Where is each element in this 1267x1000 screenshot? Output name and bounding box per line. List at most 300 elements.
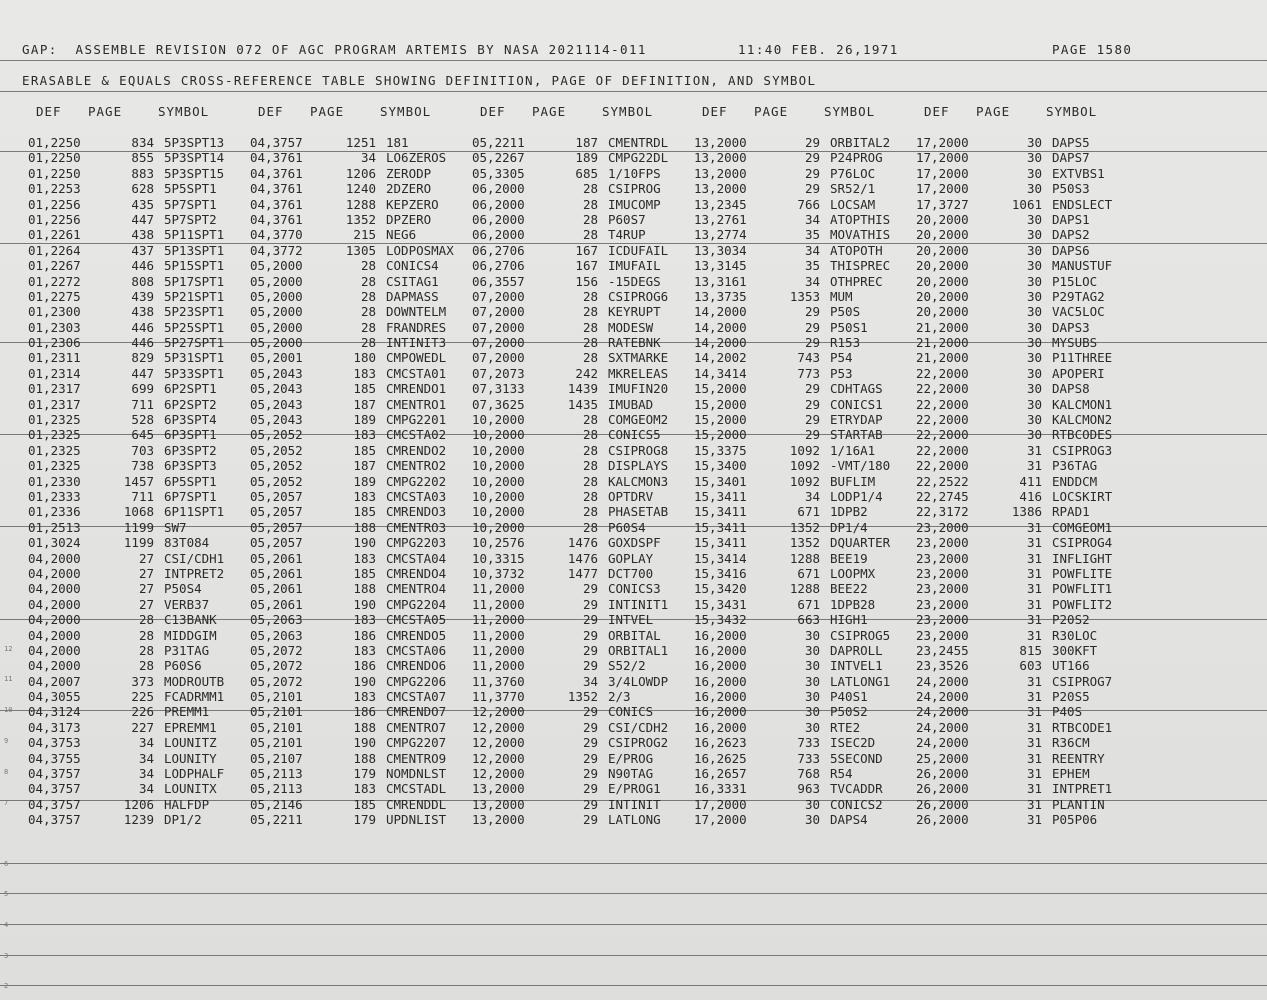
page-cell: 766 bbox=[797, 196, 820, 212]
page-cell: 28 bbox=[582, 288, 598, 304]
table-row bbox=[916, 366, 1136, 381]
page-cell: 30 bbox=[1026, 304, 1042, 320]
page-cell: 34 bbox=[804, 273, 820, 289]
symbol-cell: LATLONG bbox=[608, 812, 661, 828]
symbol-cell: IMUBAD bbox=[608, 396, 654, 412]
symbol-cell: DAPS8 bbox=[1052, 381, 1090, 397]
page-cell: 29 bbox=[582, 735, 598, 751]
table-row bbox=[916, 197, 1136, 212]
table-row bbox=[694, 551, 914, 566]
symbol-cell: DAPS3 bbox=[1052, 319, 1090, 335]
table-row bbox=[916, 535, 1136, 550]
page-cell: 225 bbox=[131, 689, 154, 705]
def-cell: 14,2000 bbox=[694, 335, 747, 351]
table-row bbox=[472, 535, 692, 550]
table-row bbox=[472, 812, 692, 827]
symbol-cell: BUFLIM bbox=[830, 473, 876, 489]
table-row bbox=[250, 612, 470, 627]
def-cell: 26,2000 bbox=[916, 781, 969, 797]
table-row bbox=[250, 674, 470, 689]
symbol-cell: CMPG2206 bbox=[386, 673, 447, 689]
symbol-cell: INFLIGHT bbox=[1052, 550, 1113, 566]
def-cell: 23,3526 bbox=[916, 658, 969, 674]
symbol-cell: 6P2SPT1 bbox=[164, 381, 217, 397]
page-cell: 185 bbox=[353, 504, 376, 520]
def-cell: 16,2625 bbox=[694, 750, 747, 766]
table-row bbox=[916, 166, 1136, 181]
table-row bbox=[250, 289, 470, 304]
def-cell: 12,2000 bbox=[472, 735, 525, 751]
symbol-cell: CMCSTA01 bbox=[386, 365, 447, 381]
def-cell: 10,2000 bbox=[472, 458, 525, 474]
page-cell: 28 bbox=[582, 442, 598, 458]
def-cell: 01,2261 bbox=[28, 227, 81, 243]
page-cell: 446 bbox=[131, 258, 154, 274]
def-cell: 22,2000 bbox=[916, 381, 969, 397]
table-row bbox=[694, 243, 914, 258]
symbol-cell: DP1/2 bbox=[164, 812, 202, 828]
page-cell: 815 bbox=[1019, 642, 1042, 658]
def-cell: 22,2000 bbox=[916, 365, 969, 381]
def-cell: 15,3401 bbox=[694, 473, 747, 489]
symbol-cell: 5P3SPT14 bbox=[164, 150, 225, 166]
def-cell: 04,2000 bbox=[28, 550, 81, 566]
def-cell: 16,2000 bbox=[694, 689, 747, 705]
symbol-cell: CSI/CDH1 bbox=[164, 550, 225, 566]
page-cell: 435 bbox=[131, 196, 154, 212]
symbol-cell: CMENTRO4 bbox=[386, 581, 447, 597]
symbol-cell: FRANDRES bbox=[386, 319, 447, 335]
symbol-cell: RATEBNK bbox=[608, 335, 661, 351]
page-cell: 31 bbox=[1026, 719, 1042, 735]
table-row bbox=[250, 581, 470, 596]
def-cell: 22,2745 bbox=[916, 488, 969, 504]
symbol-cell: P31TAG bbox=[164, 642, 210, 658]
table-row bbox=[472, 366, 692, 381]
def-cell: 23,2000 bbox=[916, 535, 969, 551]
table-row bbox=[250, 443, 470, 458]
def-cell: 23,2000 bbox=[916, 581, 969, 597]
table-row bbox=[472, 181, 692, 196]
table-row bbox=[472, 504, 692, 519]
page-cell: 34 bbox=[138, 781, 154, 797]
symbol-cell: IMUFIN20 bbox=[608, 381, 669, 397]
table-row bbox=[472, 443, 692, 458]
def-cell: 05,2072 bbox=[250, 658, 303, 674]
page-cell: 603 bbox=[1019, 658, 1042, 674]
symbol-cell: POWFLITE bbox=[1052, 565, 1113, 581]
table-row bbox=[28, 366, 248, 381]
table-row bbox=[916, 474, 1136, 489]
table-row bbox=[916, 504, 1136, 519]
table-row bbox=[916, 797, 1136, 812]
def-cell: 05,2267 bbox=[472, 150, 525, 166]
symbol-cell: CMRENDO1 bbox=[386, 381, 447, 397]
def-cell: 05,2057 bbox=[250, 519, 303, 535]
table-row bbox=[694, 412, 914, 427]
table-row bbox=[250, 689, 470, 704]
symbol-cell: EPHEM bbox=[1052, 766, 1090, 782]
table-row bbox=[28, 381, 248, 396]
page-cell: 30 bbox=[1026, 335, 1042, 351]
symbol-cell: POWFLIT1 bbox=[1052, 581, 1113, 597]
page-cell: 189 bbox=[575, 150, 598, 166]
table-row bbox=[472, 412, 692, 427]
table-row bbox=[916, 674, 1136, 689]
page-cell: 373 bbox=[131, 673, 154, 689]
def-cell: 23,2000 bbox=[916, 519, 969, 535]
def-cell: 20,2000 bbox=[916, 304, 969, 320]
page-cell: 31 bbox=[1026, 735, 1042, 751]
page-cell: 738 bbox=[131, 458, 154, 474]
page-cell: 189 bbox=[353, 473, 376, 489]
def-cell: 10,3315 bbox=[472, 550, 525, 566]
table-row bbox=[916, 658, 1136, 673]
def-cell: 05,2072 bbox=[250, 673, 303, 689]
table-row bbox=[694, 381, 914, 396]
table-row bbox=[28, 412, 248, 427]
symbol-cell: DQUARTER bbox=[830, 535, 891, 551]
page-cell: 34 bbox=[138, 750, 154, 766]
page-cell: 35 bbox=[804, 258, 820, 274]
symbol-cell: CSIPROG2 bbox=[608, 735, 669, 751]
def-cell: 05,2063 bbox=[250, 627, 303, 643]
table-row bbox=[250, 381, 470, 396]
symbol-cell: VAC5LOC bbox=[1052, 304, 1105, 320]
page-cell: 29 bbox=[804, 319, 820, 335]
table-row bbox=[28, 135, 248, 150]
symbol-cell: P50S4 bbox=[164, 581, 202, 597]
def-cell: 01,2325 bbox=[28, 427, 81, 443]
symbol-cell: 3/4LOWDP bbox=[608, 673, 669, 689]
table-row bbox=[916, 443, 1136, 458]
def-cell: 16,2000 bbox=[694, 627, 747, 643]
table-row bbox=[472, 243, 692, 258]
def-cell: 01,2513 bbox=[28, 519, 81, 535]
def-cell: 05,2052 bbox=[250, 442, 303, 458]
def-cell: 01,2325 bbox=[28, 458, 81, 474]
def-cell: 04,2000 bbox=[28, 565, 81, 581]
def-cell: 26,2000 bbox=[916, 812, 969, 828]
symbol-cell: CSIPROG4 bbox=[1052, 535, 1113, 551]
page-cell: 29 bbox=[582, 704, 598, 720]
symbol-cell: CSIPROG5 bbox=[830, 627, 891, 643]
symbol-cell: ORBITAL1 bbox=[608, 642, 669, 658]
symbol-cell: CMPG2203 bbox=[386, 535, 447, 551]
def-cell: 10,2000 bbox=[472, 442, 525, 458]
def-cell: 07,2000 bbox=[472, 304, 525, 320]
def-cell: 10,2000 bbox=[472, 473, 525, 489]
table-row bbox=[694, 689, 914, 704]
symbol-cell: P24PROG bbox=[830, 150, 883, 166]
page-cell: 1386 bbox=[1011, 504, 1042, 520]
page-cell: 438 bbox=[131, 227, 154, 243]
def-cell: 05,2057 bbox=[250, 488, 303, 504]
symbol-cell: P60S4 bbox=[608, 519, 646, 535]
symbol-cell: 5P25SPT1 bbox=[164, 319, 225, 335]
symbol-cell: DAPMASS bbox=[386, 288, 439, 304]
symbol-cell: ENDSLECT bbox=[1052, 196, 1113, 212]
page-cell: 28 bbox=[360, 273, 376, 289]
def-cell: 15,3411 bbox=[694, 504, 747, 520]
margin-mark: 4 bbox=[4, 921, 9, 929]
symbol-cell: E/PROG bbox=[608, 750, 654, 766]
symbol-cell: INTVEL1 bbox=[830, 658, 883, 674]
page-cell: 30 bbox=[804, 673, 820, 689]
page-cell: 28 bbox=[582, 227, 598, 243]
def-cell: 04,3761 bbox=[250, 196, 303, 212]
def-cell: 05,2101 bbox=[250, 704, 303, 720]
symbol-cell: CONICS5 bbox=[608, 427, 661, 443]
def-cell: 24,2000 bbox=[916, 673, 969, 689]
page-cell: 447 bbox=[131, 211, 154, 227]
def-cell: 23,2000 bbox=[916, 627, 969, 643]
def-cell: 05,2063 bbox=[250, 612, 303, 628]
table-row bbox=[472, 381, 692, 396]
symbol-cell: CMRENDO5 bbox=[386, 627, 447, 643]
def-cell: 07,3133 bbox=[472, 381, 525, 397]
page-header: PAGE bbox=[976, 104, 1011, 119]
page-cell: 29 bbox=[582, 642, 598, 658]
table-row bbox=[694, 166, 914, 181]
def-cell: 22,2522 bbox=[916, 473, 969, 489]
table-row bbox=[472, 751, 692, 766]
margin-mark: 9 bbox=[4, 737, 9, 745]
table-row bbox=[694, 458, 914, 473]
page-cell: 30 bbox=[1026, 319, 1042, 335]
table-row bbox=[694, 520, 914, 535]
table-row bbox=[694, 535, 914, 550]
def-header: DEF bbox=[924, 104, 950, 119]
symbol-cell: PLANTIN bbox=[1052, 796, 1105, 812]
symbol-cell: APOPERI bbox=[1052, 365, 1105, 381]
table-row bbox=[28, 581, 248, 596]
page-cell: 1305 bbox=[345, 242, 376, 258]
symbol-header: SYMBOL bbox=[1046, 104, 1098, 119]
table-row bbox=[28, 766, 248, 781]
def-cell: 17,3727 bbox=[916, 196, 969, 212]
table-row bbox=[28, 612, 248, 627]
symbol-cell: CSIPROG6 bbox=[608, 288, 669, 304]
table-row bbox=[694, 350, 914, 365]
page-cell: 183 bbox=[353, 612, 376, 628]
symbol-cell: PHASETAB bbox=[608, 504, 669, 520]
table-row bbox=[694, 443, 914, 458]
def-cell: 05,2000 bbox=[250, 288, 303, 304]
page-cell: 29 bbox=[804, 304, 820, 320]
table-row bbox=[250, 150, 470, 165]
page-cell: 29 bbox=[804, 181, 820, 197]
page-cell: 183 bbox=[353, 642, 376, 658]
def-cell: 05,2072 bbox=[250, 642, 303, 658]
def-cell: 01,2306 bbox=[28, 335, 81, 351]
symbol-header: SYMBOL bbox=[602, 104, 654, 119]
page-cell: 28 bbox=[360, 288, 376, 304]
table-row bbox=[250, 658, 470, 673]
symbol-cell: 6P3SPT4 bbox=[164, 412, 217, 428]
page-cell: 242 bbox=[575, 365, 598, 381]
def-cell: 12,2000 bbox=[472, 719, 525, 735]
symbol-cell: P11THREE bbox=[1052, 350, 1113, 366]
def-cell: 21,2000 bbox=[916, 319, 969, 335]
symbol-cell: NEG6 bbox=[386, 227, 417, 243]
page-cell: 29 bbox=[582, 719, 598, 735]
page-cell: 855 bbox=[131, 150, 154, 166]
def-cell: 10,2000 bbox=[472, 488, 525, 504]
symbol-cell: R54 bbox=[830, 766, 853, 782]
page-cell: 189 bbox=[353, 412, 376, 428]
def-cell: 05,2061 bbox=[250, 565, 303, 581]
table-row bbox=[916, 289, 1136, 304]
def-header: DEF bbox=[258, 104, 284, 119]
table-row bbox=[250, 704, 470, 719]
def-cell: 05,2043 bbox=[250, 412, 303, 428]
page-cell: 180 bbox=[353, 350, 376, 366]
symbol-cell: P40S1 bbox=[830, 689, 868, 705]
table-row bbox=[250, 520, 470, 535]
def-cell: 05,2061 bbox=[250, 596, 303, 612]
def-cell: 15,3411 bbox=[694, 488, 747, 504]
def-cell: 04,3757 bbox=[28, 781, 81, 797]
page-cell: 28 bbox=[360, 304, 376, 320]
symbol-cell: OPTDRV bbox=[608, 488, 654, 504]
table-row bbox=[250, 243, 470, 258]
def-cell: 24,2000 bbox=[916, 704, 969, 720]
table-row bbox=[250, 427, 470, 442]
def-cell: 15,2000 bbox=[694, 396, 747, 412]
def-header: DEF bbox=[480, 104, 506, 119]
symbol-cell: BEE22 bbox=[830, 581, 868, 597]
page-cell: 628 bbox=[131, 181, 154, 197]
page-cell: 31 bbox=[1026, 689, 1042, 705]
symbol-cell: DAPS1 bbox=[1052, 211, 1090, 227]
table-row bbox=[472, 551, 692, 566]
table-row bbox=[694, 797, 914, 812]
def-cell: 11,2000 bbox=[472, 627, 525, 643]
symbol-cell: CMPG22DL bbox=[608, 150, 669, 166]
def-cell: 04,2000 bbox=[28, 612, 81, 628]
symbol-cell: THISPREC bbox=[830, 258, 891, 274]
def-cell: 14,3414 bbox=[694, 365, 747, 381]
table-row bbox=[694, 212, 914, 227]
def-cell: 13,3034 bbox=[694, 242, 747, 258]
table-row bbox=[28, 689, 248, 704]
page-cell: 28 bbox=[582, 350, 598, 366]
symbol-cell: -15DEGS bbox=[608, 273, 661, 289]
symbol-cell: R36CM bbox=[1052, 735, 1090, 751]
table-row bbox=[694, 643, 914, 658]
table-row bbox=[472, 304, 692, 319]
symbol-cell: CMRENDO7 bbox=[386, 704, 447, 720]
def-cell: 20,2000 bbox=[916, 273, 969, 289]
table-row bbox=[28, 812, 248, 827]
def-cell: 01,2267 bbox=[28, 258, 81, 274]
table-row bbox=[250, 350, 470, 365]
page-cell: 29 bbox=[582, 812, 598, 828]
table-row bbox=[250, 474, 470, 489]
page-cell: 31 bbox=[1026, 550, 1042, 566]
page-cell: 183 bbox=[353, 550, 376, 566]
def-cell: 01,2275 bbox=[28, 288, 81, 304]
table-row bbox=[916, 489, 1136, 504]
symbol-cell: MOVATHIS bbox=[830, 227, 891, 243]
symbol-cell: LOUNITX bbox=[164, 781, 217, 797]
margin-mark: 12 bbox=[4, 645, 13, 653]
margin-mark: 11 bbox=[4, 675, 13, 683]
page-cell: 183 bbox=[353, 427, 376, 443]
def-cell: 21,2000 bbox=[916, 350, 969, 366]
symbol-cell: MKRELEAS bbox=[608, 365, 669, 381]
def-cell: 01,2250 bbox=[28, 150, 81, 166]
def-cell: 10,3732 bbox=[472, 565, 525, 581]
page-header: PAGE bbox=[310, 104, 345, 119]
symbol-cell: LOCSAM bbox=[830, 196, 876, 212]
symbol-cell: CSIPROG bbox=[608, 181, 661, 197]
symbol-cell: KALCMON1 bbox=[1052, 396, 1113, 412]
symbol-cell: COMGEOM1 bbox=[1052, 519, 1113, 535]
page-cell: 30 bbox=[804, 627, 820, 643]
def-cell: 06,2000 bbox=[472, 181, 525, 197]
page-cell: 703 bbox=[131, 442, 154, 458]
symbol-cell: KALCMON2 bbox=[1052, 412, 1113, 428]
symbol-cell: CONICS4 bbox=[386, 258, 439, 274]
page-header: PAGE bbox=[88, 104, 123, 119]
table-row bbox=[694, 150, 914, 165]
page-cell: 28 bbox=[582, 427, 598, 443]
table-row bbox=[694, 658, 914, 673]
def-cell: 20,2000 bbox=[916, 288, 969, 304]
def-cell: 04,2000 bbox=[28, 658, 81, 674]
page-cell: 34 bbox=[804, 211, 820, 227]
def-cell: 24,2000 bbox=[916, 719, 969, 735]
page-cell: 671 bbox=[797, 565, 820, 581]
symbol-cell: 1/16A1 bbox=[830, 442, 876, 458]
page-cell: 28 bbox=[138, 658, 154, 674]
page-cell: 31 bbox=[1026, 442, 1042, 458]
page-cell: 29 bbox=[804, 381, 820, 397]
symbol-cell: 5P23SPT1 bbox=[164, 304, 225, 320]
table-row bbox=[250, 258, 470, 273]
table-row bbox=[250, 766, 470, 781]
def-cell: 05,2000 bbox=[250, 273, 303, 289]
margin-mark: 8 bbox=[4, 768, 9, 776]
page-cell: 188 bbox=[353, 750, 376, 766]
table-row bbox=[916, 243, 1136, 258]
symbol-cell: 5P31SPT1 bbox=[164, 350, 225, 366]
def-cell: 20,2000 bbox=[916, 211, 969, 227]
symbol-cell: INTVEL bbox=[608, 612, 654, 628]
table-row bbox=[472, 258, 692, 273]
symbol-cell: P36TAG bbox=[1052, 458, 1098, 474]
table-row bbox=[250, 366, 470, 381]
symbol-cell: STARTAB bbox=[830, 427, 883, 443]
def-cell: 13,3145 bbox=[694, 258, 747, 274]
page-cell: 1353 bbox=[789, 288, 820, 304]
listing-header bbox=[22, 42, 1252, 102]
symbol-cell: MUM bbox=[830, 288, 853, 304]
page-cell: 28 bbox=[582, 488, 598, 504]
table-row bbox=[28, 628, 248, 643]
page-cell: 671 bbox=[797, 504, 820, 520]
symbol-cell: ATOPOTH bbox=[830, 242, 883, 258]
def-cell: 16,2000 bbox=[694, 673, 747, 689]
table-row bbox=[472, 628, 692, 643]
table-row bbox=[28, 150, 248, 165]
symbol-cell: CONICS2 bbox=[830, 796, 883, 812]
def-cell: 11,2000 bbox=[472, 658, 525, 674]
page-cell: 227 bbox=[131, 719, 154, 735]
page-cell: 663 bbox=[797, 612, 820, 628]
